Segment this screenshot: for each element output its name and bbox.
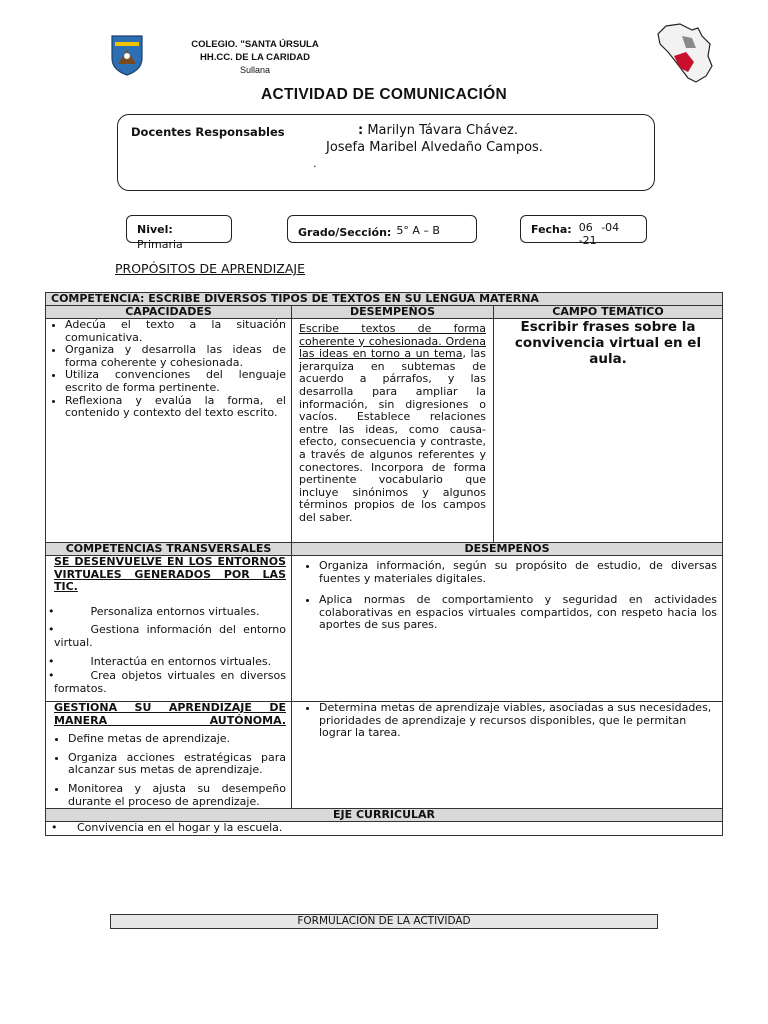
docentes-names [310,122,570,156]
propositos-heading: PROPÓSITOS DE APRENDIZAJE [115,261,305,276]
page-title: ACTIVIDAD DE COMUNICACIÓN [260,86,508,103]
transversal-1-desempenos [292,556,723,702]
transversal-1-desempenos-list [297,560,717,632]
col-campo-tematico: CAMPO TEMÁTICO [494,306,723,319]
docente-name-2: Josefa Maribel Alvedaño Campos. [326,140,543,155]
transversal-2-desempenos [292,702,723,809]
school-town: Sullana [239,65,271,75]
transversal-2-item: • Organiza acciones estratégicas para alcanzar sus metas de aprendizaje. [68,752,286,777]
nivel-box [126,215,232,251]
transversal-1-item: • Personaliza entornos virtuales. [48,604,260,618]
transversal-2-list [54,733,286,808]
capacidades-list [51,319,286,420]
fecha-label: Fecha: [531,223,572,236]
desempeno-item: • Organiza información, según su propósito de estudio, de diversas fuentes y materiales digitales. [319,560,717,585]
grado-box [287,215,477,243]
col-desempenos: DESEMPEÑOS [292,306,494,319]
fecha-value: 06 -04 -21 [578,221,620,247]
transversal-2-desempenos-list [297,702,719,740]
docentes-dot: . [313,157,317,170]
docente-name-1: Marilyn Távara Chávez. [367,123,518,138]
transversal-2-item: • Monitorea y ajusta su desempeño durante el proceso de aprendizaje. [68,783,286,808]
docentes-colon: : [358,123,364,138]
desempeno-item: • Aplica normas de comportamiento y seguridad en actividades colaborativas en espacios virtuales compartidos, con respeto hacia los aportes de sus pares. [319,594,717,632]
school-line-2: HH.CC. DE LA CARIDAD [200,52,310,63]
bullet-icon: • [51,821,58,835]
competencia-header: COMPETENCIA: ESCRIBE DIVERSOS TIPOS DE TEXTOS EN SU LENGUA MATERNA [46,293,723,306]
transversal-1-item: • Interactúa en entornos virtuales. [48,654,272,668]
capacidad-item: • Adecúa el texto a la situación comunicativa. [65,319,286,344]
desempeno-underlined: Escribe textos de forma coherente y cohesionada. Ordena las ideas en torno a un tema [299,322,486,361]
capacidad-item: • Utiliza convenciones del lenguaje escrito de forma pertinente. [65,369,286,394]
docentes-label: Docentes Responsables [131,125,285,139]
grado-value: 5° A – B [396,224,440,237]
eje-curricular-cell [46,822,723,836]
transversal-1-item: • Gestiona información del entorno virtual. [48,623,286,649]
formulacion-heading: FORMULACIÓN DE LA ACTIVIDAD [110,914,658,929]
nivel-label: Nivel: [137,223,173,236]
transversal-1-title: SE DESENVUELVE EN LOS ENTORNOS VIRTUALES GENERADOS POR LAS TIC. [54,555,286,594]
capacidades-cell [46,319,292,543]
desempeno-cell [292,319,494,543]
transversal-1-cell [46,556,292,702]
school-crest-icon [110,34,144,76]
school-line-1: COLEGIO. "SANTA ÚRSULA [191,39,319,50]
grado-label: Grado/Sección: [298,226,392,239]
col-desempenos-2: DESEMPEÑOS [292,543,723,556]
peru-map-icon [652,22,714,86]
capacidad-item: • Reflexiona y evalúa la forma, el contenido y contexto del texto escrito. [65,395,286,420]
eje-item: Convivencia en el hogar y la escuela. [77,821,283,835]
nivel-value: Primaria [137,238,183,251]
transversal-2-cell [46,702,292,809]
desempeno-rest: , las jerarquiza en subtemas de acuerdo a párrafos, y las desarrolla para ampliar la información, sin digresiones o vacíos. Establece relaciones entre las ideas, como causa-efecto, consecuencia y contraste, a través de algunos referentes y conectores. Incorpora de forma pertinente vocabulario que incluye sinónimos y algunos términos propios de los campos del saber. [299,347,486,524]
competencias-table [45,292,723,836]
eje-curricular-header: EJE CURRICULAR [46,809,723,822]
desempeno-text [297,319,488,525]
school-name [160,38,350,77]
col-transversales: COMPETENCIAS TRANSVERSALES [46,543,292,556]
transversal-2-title: GESTIONA SU APRENDIZAJE DE MANERA AUTÓNOMA. [54,701,286,727]
campo-tematico-cell: Escribir frases sobre la convivencia virtual en el aula. [494,319,723,543]
capacidad-item: • Organiza y desarrolla las ideas de forma coherente y cohesionada. [65,344,286,369]
col-capacidades: CAPACIDADES [46,306,292,319]
transversal-1-item: • Crea objetos virtuales en diversos formatos. [48,669,286,695]
transversal-2-item: • Define metas de aprendizaje. [68,733,286,746]
fecha-box [520,215,647,247]
desempeno-item: • Determina metas de aprendizaje viables, asociadas a sus necesidades, prioridades de aprendizaje y recursos disponibles, que le permitan lograr la tarea. [319,702,719,740]
